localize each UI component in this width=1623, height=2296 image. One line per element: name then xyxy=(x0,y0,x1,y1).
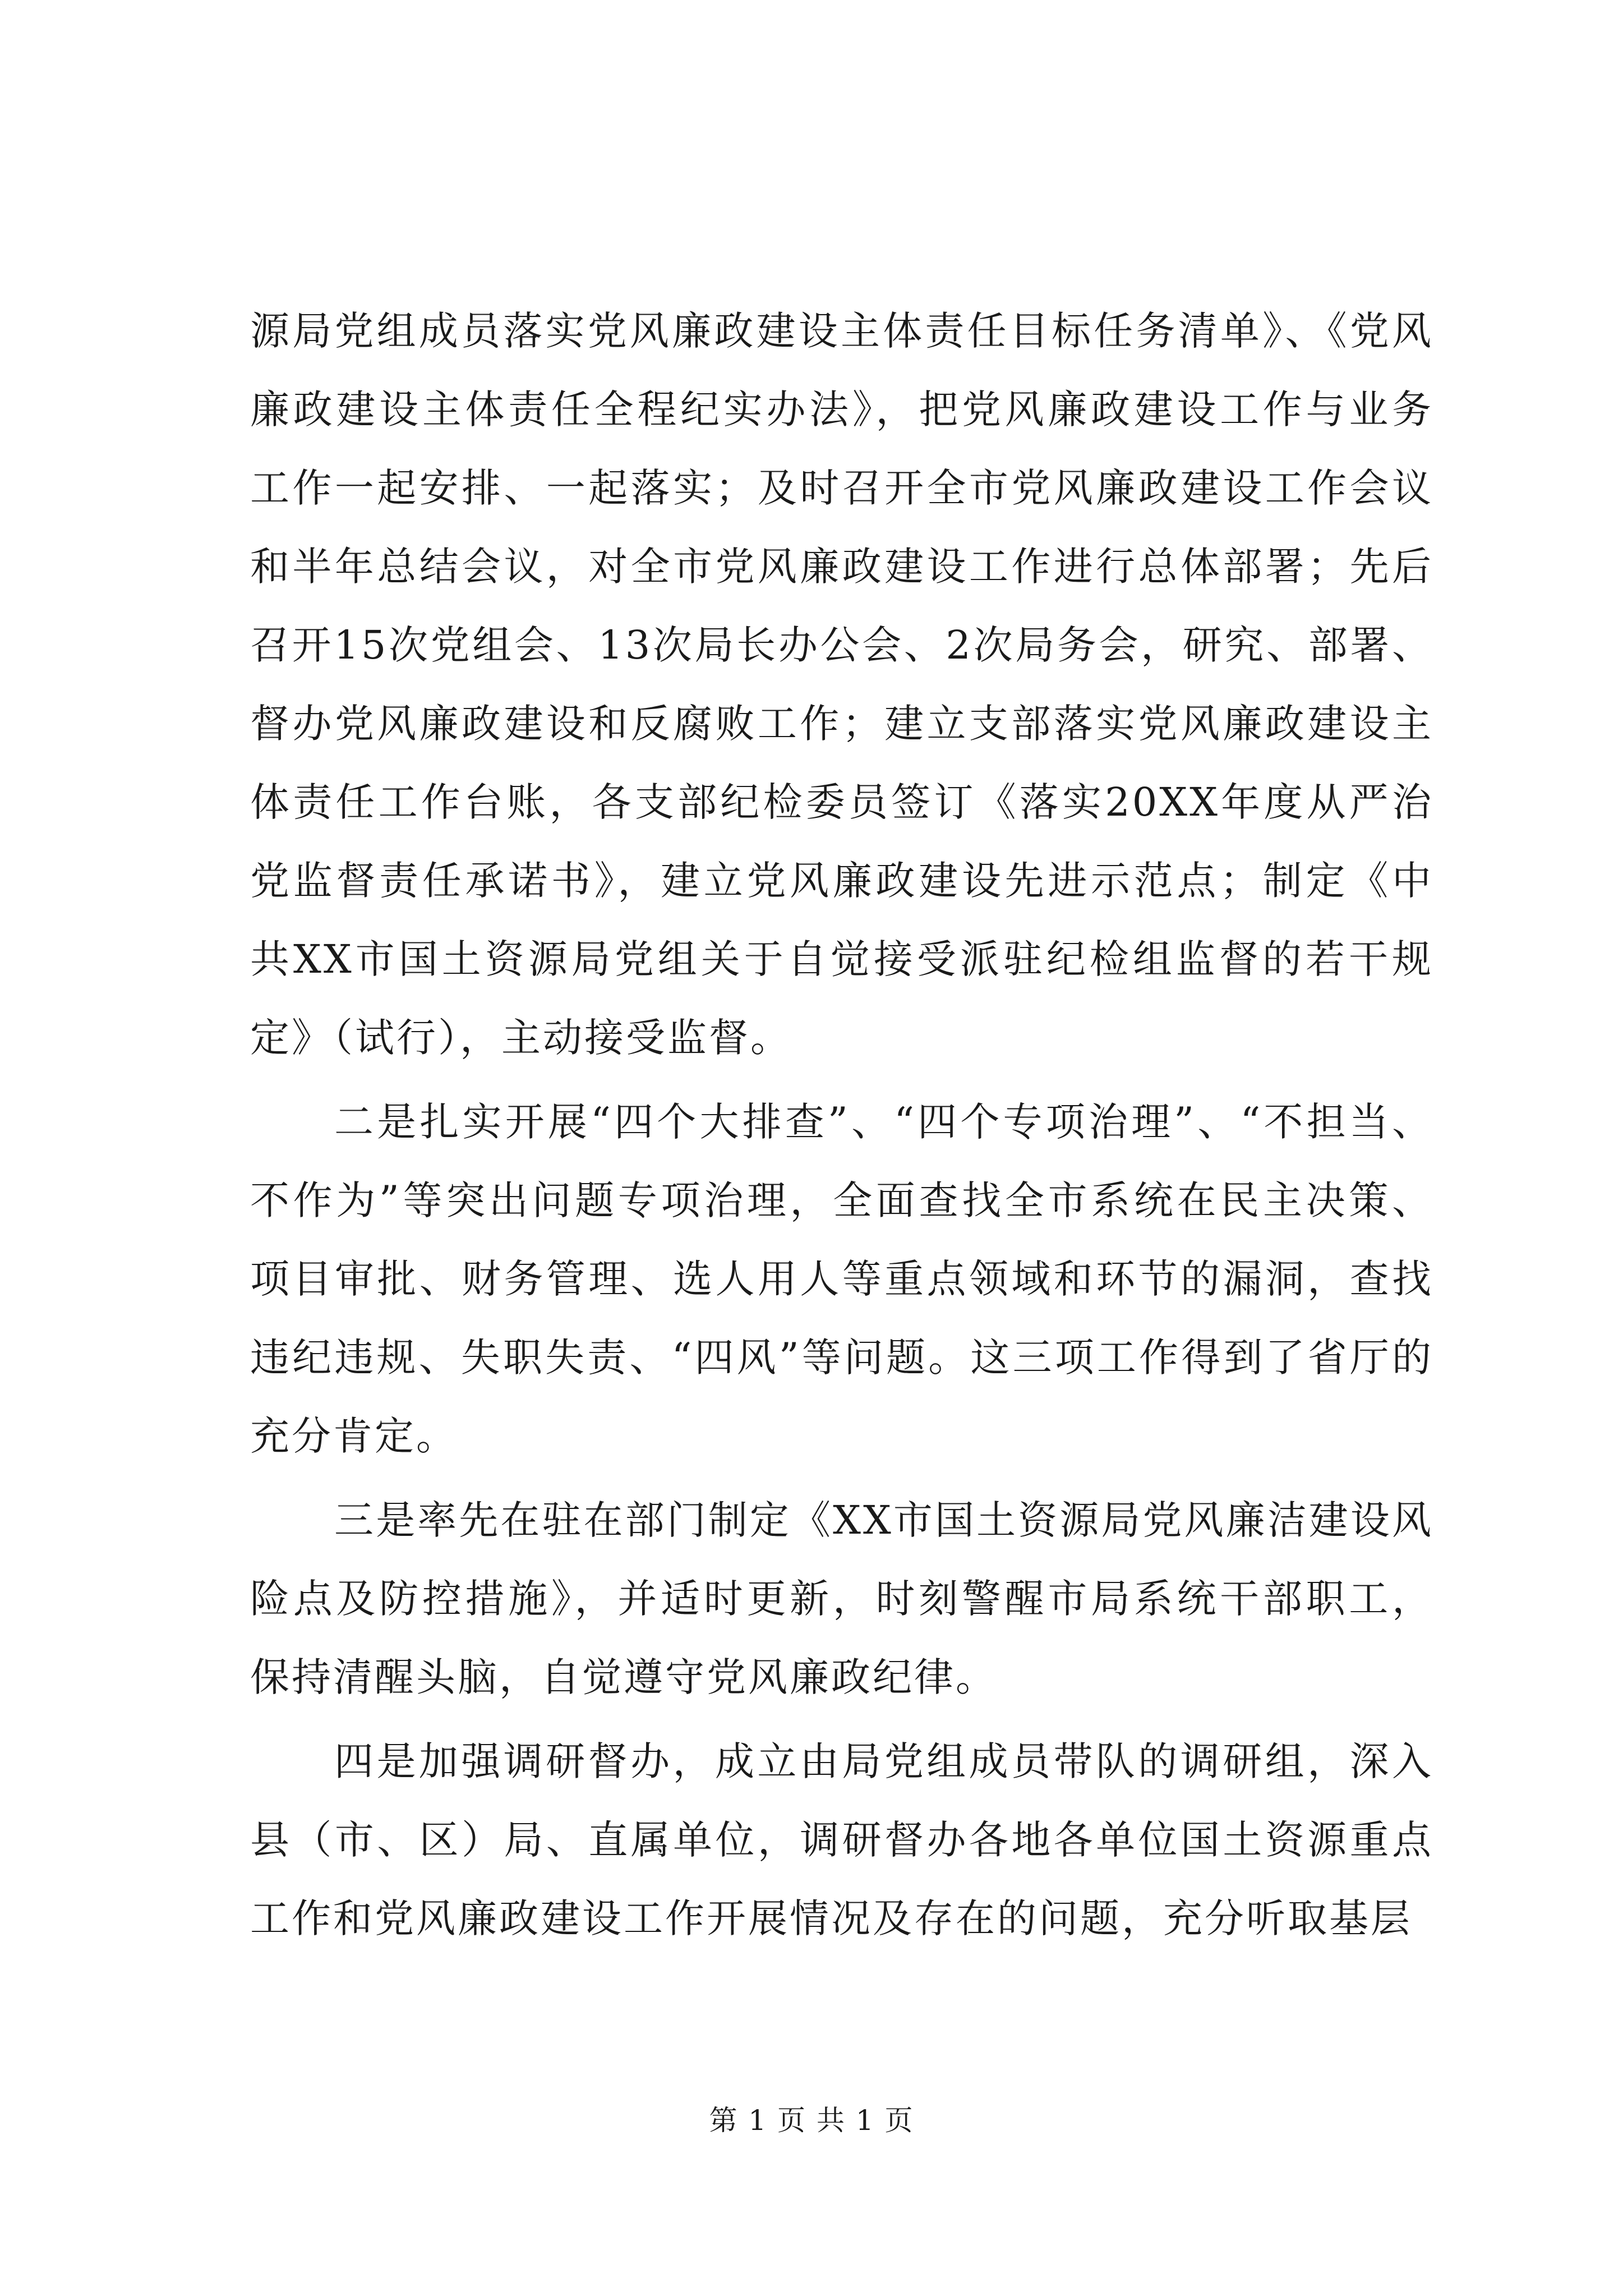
paragraph-point-three: 三是率先在驻在部门制定《XX市国土资源局党风廉洁建设风险点及防控措施》，并适时更新，时刻警醒市局系统干部职工，保持清醒头脑，自觉遵守党风廉政纪律。 xyxy=(250,1497,1433,1700)
document-body xyxy=(250,292,1433,1958)
paragraph-point-two: 二是扎实开展“四个大排查”、“四个专项治理”、“不担当、不作为”等突出问题专项治理，全面查找全市系统在民主决策、项目审批、财务管理、选人用人等重点领域和环节的漏洞，查找违纪违规、失职失责、“四风”等问题。这三项工作得到了省厅的充分肯定。 xyxy=(250,1099,1433,1459)
page-number-footer: 第 1 页 共 1 页 xyxy=(709,2104,914,2137)
paragraph-point-four: 四是加强调研督办，成立由局党组成员带队的调研组，深入县（市、区）局、直属单位，调研督办各地各单位国土资源重点工作和党风廉政建设工作开展情况及存在的问题，充分听取基层 xyxy=(250,1738,1433,1941)
paragraph-continuation: 源局党组成员落实党风廉政建设主体责任目标任务清单》、《党风廉政建设主体责任全程纪实办法》，把党风廉政建设工作与业务工作一起安排、一起落实；及时召开全市党风廉政建设工作会议和半年总结会议，对全市党风廉政建设工作进行总体部署；先后召开15次党组会、13次局长办公会、2次局务会，研究、部署、督办党风廉政建设和反腐败工作；建立支部落实党风廉政建设主体责任工作台账，各支部纪检委员签订《落实20XX年度从严治党监督责任承诺书》，建立党风廉政建设先进示范点；制定《中共XX市国土资源局党组关于自觉接受派驻纪检组监督的若干规定》（试行），主动接受监督。 xyxy=(250,308,1433,1061)
